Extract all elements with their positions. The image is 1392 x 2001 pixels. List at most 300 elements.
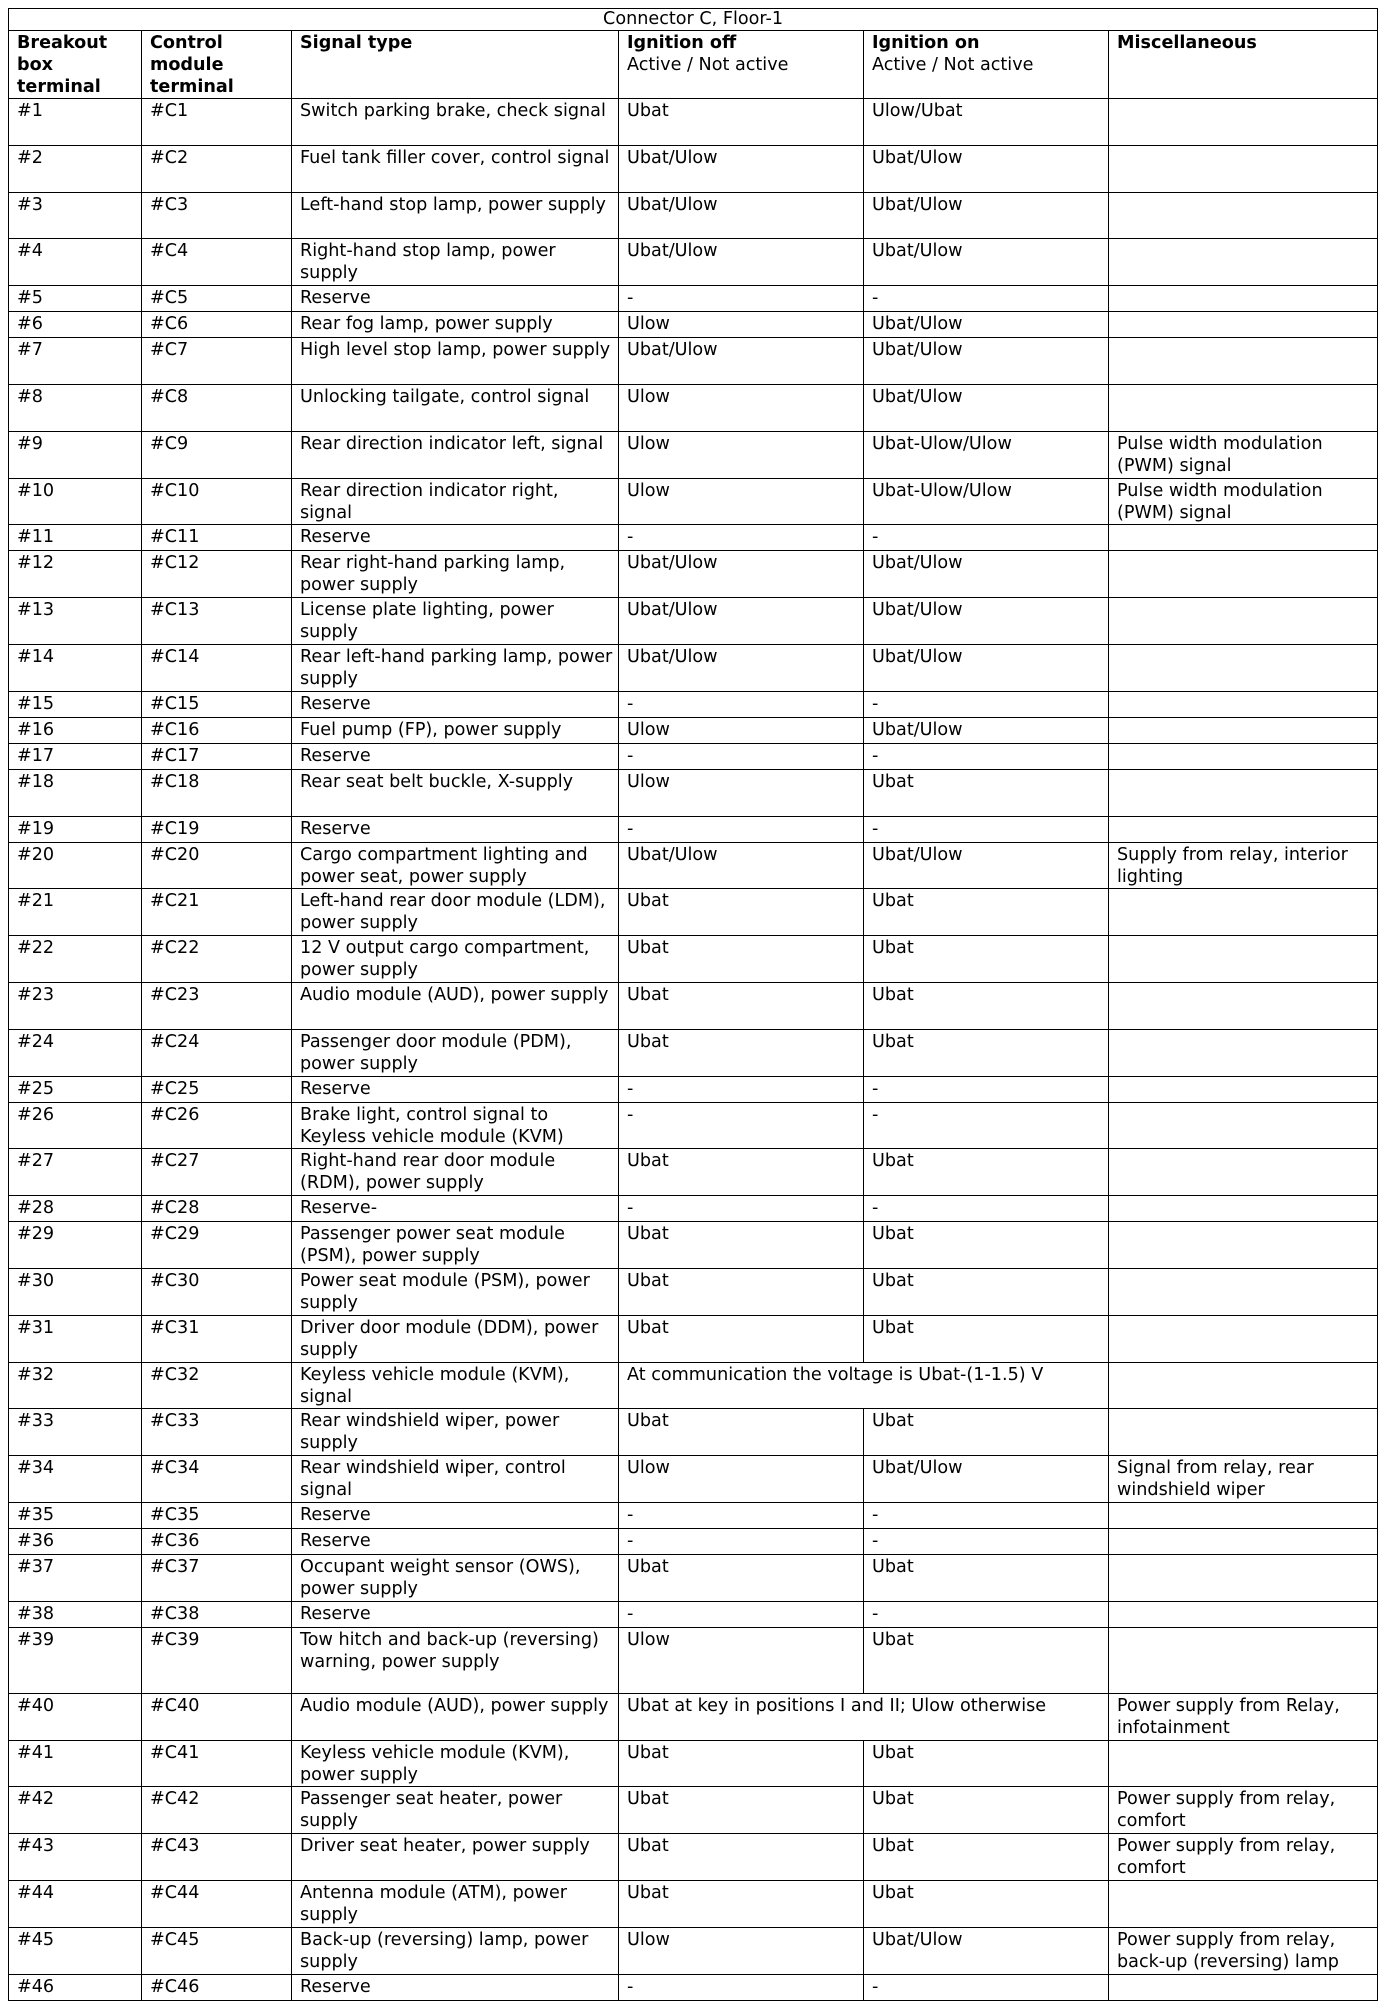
breakout-terminal-cell: #39 <box>9 1627 142 1693</box>
ignition-on-cell: - <box>864 1502 1109 1528</box>
ignition-off-cell: Ubat <box>619 889 864 936</box>
ignition-off-cell: Ubat/Ulow <box>619 145 864 192</box>
miscellaneous-cell <box>1109 286 1378 312</box>
breakout-terminal-cell: #34 <box>9 1456 142 1503</box>
table-row <box>9 1222 1378 1269</box>
ignition-on-cell: Ubat <box>864 1315 1109 1362</box>
ignition-on-cell: Ubat <box>864 1554 1109 1601</box>
breakout-terminal-cell: #13 <box>9 598 142 645</box>
control-terminal-cell: #C32 <box>142 1362 292 1409</box>
signal-type-cell: Reserve- <box>292 1196 619 1222</box>
table-row <box>9 1362 1378 1409</box>
control-terminal-cell: #C19 <box>142 816 292 842</box>
miscellaneous-cell <box>1109 1880 1378 1927</box>
table-row <box>9 99 1378 146</box>
ignition-off-cell: Ulow <box>619 312 864 338</box>
ignition-on-cell: Ubat <box>864 936 1109 983</box>
miscellaneous-cell <box>1109 1528 1378 1554</box>
table-row <box>9 1787 1378 1834</box>
ignition-on-cell: - <box>864 743 1109 769</box>
control-terminal-cell: #C40 <box>142 1693 292 1740</box>
breakout-terminal-cell: #18 <box>9 769 142 816</box>
breakout-terminal-cell: #44 <box>9 1880 142 1927</box>
table-row <box>9 936 1378 983</box>
control-terminal-cell: #C2 <box>142 145 292 192</box>
signal-type-cell: Rear right-hand parking lamp, power supply <box>292 551 619 598</box>
miscellaneous-cell <box>1109 743 1378 769</box>
signal-type-cell: Reserve <box>292 1502 619 1528</box>
table-row <box>9 816 1378 842</box>
control-terminal-cell: #C4 <box>142 239 292 286</box>
ignition-on-cell: Ubat <box>864 769 1109 816</box>
signal-type-cell: Audio module (AUD), power supply <box>292 982 619 1029</box>
breakout-terminal-cell: #23 <box>9 982 142 1029</box>
signal-type-cell: Right-hand rear door module (RDM), power supply <box>292 1149 619 1196</box>
table-row <box>9 384 1378 431</box>
ignition-on-cell: - <box>864 1196 1109 1222</box>
ignition-on-cell: Ubat/Ulow <box>864 384 1109 431</box>
miscellaneous-cell <box>1109 1102 1378 1149</box>
breakout-terminal-cell: #36 <box>9 1528 142 1554</box>
connector-table-sheet <box>8 8 1377 2001</box>
signal-type-cell: Fuel tank filler cover, control signal <box>292 145 619 192</box>
signal-type-cell: Reserve <box>292 286 619 312</box>
ignition-on-cell: - <box>864 525 1109 551</box>
breakout-terminal-cell: #19 <box>9 816 142 842</box>
ignition-on-cell: - <box>864 1528 1109 1554</box>
miscellaneous-cell <box>1109 99 1378 146</box>
breakout-terminal-cell: #30 <box>9 1268 142 1315</box>
signal-type-cell: Reserve <box>292 1974 619 2000</box>
ignition-off-cell: - <box>619 1502 864 1528</box>
miscellaneous-cell <box>1109 1315 1378 1362</box>
signal-type-cell: Antenna module (ATM), power supply <box>292 1880 619 1927</box>
miscellaneous-cell <box>1109 192 1378 239</box>
control-terminal-cell: #C26 <box>142 1102 292 1149</box>
signal-type-cell: Passenger door module (PDM), power supply <box>292 1029 619 1076</box>
ignition-on-cell: Ubat/Ulow <box>864 312 1109 338</box>
miscellaneous-cell: Power supply from relay, comfort <box>1109 1787 1378 1834</box>
ignition-on-cell: - <box>864 1601 1109 1627</box>
header-miscellaneous <box>1109 31 1378 99</box>
signal-type-cell: Back-up (reversing) lamp, power supply <box>292 1927 619 1974</box>
signal-type-cell: Tow hitch and back-up (reversing) warning, power supply <box>292 1627 619 1693</box>
miscellaneous-cell <box>1109 889 1378 936</box>
signal-type-cell: License plate lighting, power supply <box>292 598 619 645</box>
breakout-terminal-cell: #31 <box>9 1315 142 1362</box>
ignition-on-cell: Ubat/Ulow <box>864 551 1109 598</box>
miscellaneous-cell <box>1109 769 1378 816</box>
breakout-terminal-cell: #17 <box>9 743 142 769</box>
signal-type-cell: Passenger power seat module (PSM), power supply <box>292 1222 619 1269</box>
ignition-on-cell: Ubat <box>864 1149 1109 1196</box>
table-row <box>9 598 1378 645</box>
table-row <box>9 145 1378 192</box>
breakout-terminal-cell: #16 <box>9 717 142 743</box>
control-terminal-cell: #C18 <box>142 769 292 816</box>
ignition-on-cell: - <box>864 1974 1109 2000</box>
breakout-terminal-cell: #20 <box>9 842 142 889</box>
table-row <box>9 691 1378 717</box>
breakout-terminal-cell: #14 <box>9 644 142 691</box>
miscellaneous-cell: Power supply from Relay, infotainment <box>1109 1693 1378 1740</box>
breakout-terminal-cell: #21 <box>9 889 142 936</box>
ignition-on-cell: Ubat/Ulow <box>864 717 1109 743</box>
miscellaneous-cell: Power supply from relay, back-up (reversing) lamp <box>1109 1927 1378 1974</box>
miscellaneous-cell <box>1109 312 1378 338</box>
control-terminal-cell: #C14 <box>142 644 292 691</box>
breakout-terminal-cell: #41 <box>9 1740 142 1787</box>
control-terminal-cell: #C13 <box>142 598 292 645</box>
ignition-off-cell: Ulow <box>619 431 864 478</box>
table-row <box>9 1627 1378 1693</box>
signal-type-cell: Reserve <box>292 1601 619 1627</box>
miscellaneous-cell: Pulse width modulation (PWM) signal <box>1109 478 1378 525</box>
ignition-on-cell: Ubat <box>864 1834 1109 1881</box>
ignition-off-cell: Ubat <box>619 99 864 146</box>
table-row <box>9 1315 1378 1362</box>
miscellaneous-cell <box>1109 982 1378 1029</box>
ignition-off-cell: - <box>619 1076 864 1102</box>
control-terminal-cell: #C17 <box>142 743 292 769</box>
ignition-on-cell: Ubat/Ulow <box>864 192 1109 239</box>
control-terminal-cell: #C34 <box>142 1456 292 1503</box>
table-row <box>9 1076 1378 1102</box>
breakout-terminal-cell: #42 <box>9 1787 142 1834</box>
control-terminal-cell: #C15 <box>142 691 292 717</box>
ignition-off-cell: Ubat <box>619 1880 864 1927</box>
breakout-terminal-cell: #46 <box>9 1974 142 2000</box>
header-ignition-off <box>619 31 864 99</box>
table-row <box>9 1149 1378 1196</box>
table-row <box>9 644 1378 691</box>
signal-type-cell: Driver seat heater, power supply <box>292 1834 619 1881</box>
ignition-off-cell: Ubat/Ulow <box>619 842 864 889</box>
header-control-label: Control module terminal <box>150 33 234 97</box>
breakout-terminal-cell: #15 <box>9 691 142 717</box>
ignition-off-cell: Ubat/Ulow <box>619 192 864 239</box>
signal-type-cell: Switch parking brake, check signal <box>292 99 619 146</box>
miscellaneous-cell <box>1109 1554 1378 1601</box>
control-terminal-cell: #C33 <box>142 1409 292 1456</box>
header-signal-type <box>292 31 619 99</box>
ignition-off-cell: - <box>619 816 864 842</box>
signal-type-cell: Left-hand stop lamp, power supply <box>292 192 619 239</box>
signal-type-cell: Left-hand rear door module (LDM), power supply <box>292 889 619 936</box>
miscellaneous-cell: Signal from relay, rear windshield wiper <box>1109 1456 1378 1503</box>
signal-type-cell: High level stop lamp, power supply <box>292 338 619 385</box>
breakout-terminal-cell: #11 <box>9 525 142 551</box>
miscellaneous-cell <box>1109 1076 1378 1102</box>
signal-type-cell: Rear direction indicator right, signal <box>292 478 619 525</box>
table-row <box>9 743 1378 769</box>
control-terminal-cell: #C30 <box>142 1268 292 1315</box>
signal-type-cell: Rear left-hand parking lamp, power supply <box>292 644 619 691</box>
breakout-terminal-cell: #26 <box>9 1102 142 1149</box>
ignition-off-cell: - <box>619 1974 864 2000</box>
miscellaneous-cell <box>1109 384 1378 431</box>
control-terminal-cell: #C25 <box>142 1076 292 1102</box>
ignition-off-cell: - <box>619 525 864 551</box>
control-terminal-cell: #C9 <box>142 431 292 478</box>
breakout-terminal-cell: #38 <box>9 1601 142 1627</box>
breakout-terminal-cell: #7 <box>9 338 142 385</box>
ignition-off-cell: - <box>619 1528 864 1554</box>
header-ignition-off-sub: Active / Not active <box>627 55 789 75</box>
miscellaneous-cell <box>1109 1740 1378 1787</box>
breakout-terminal-cell: #28 <box>9 1196 142 1222</box>
control-terminal-cell: #C27 <box>142 1149 292 1196</box>
signal-type-cell: Cargo compartment lighting and power seat, power supply <box>292 842 619 889</box>
ignition-on-cell: - <box>864 816 1109 842</box>
ignition-off-cell: - <box>619 1601 864 1627</box>
control-terminal-cell: #C16 <box>142 717 292 743</box>
signal-type-cell: Reserve <box>292 691 619 717</box>
ignition-off-cell: - <box>619 691 864 717</box>
table-row <box>9 1528 1378 1554</box>
breakout-terminal-cell: #37 <box>9 1554 142 1601</box>
header-breakout-label: Breakout box terminal <box>17 33 108 97</box>
ignition-on-cell: Ubat <box>864 1029 1109 1076</box>
ignition-on-cell: Ubat <box>864 982 1109 1029</box>
control-terminal-cell: #C29 <box>142 1222 292 1269</box>
ignition-off-cell: - <box>619 286 864 312</box>
ignition-on-cell: Ubat-Ulow/Ulow <box>864 478 1109 525</box>
table-row <box>9 286 1378 312</box>
table-row <box>9 1502 1378 1528</box>
breakout-terminal-cell: #25 <box>9 1076 142 1102</box>
signal-type-cell: Keyless vehicle module (KVM), signal <box>292 1362 619 1409</box>
table-row <box>9 1409 1378 1456</box>
control-terminal-cell: #C38 <box>142 1601 292 1627</box>
control-terminal-cell: #C42 <box>142 1787 292 1834</box>
ignition-off-cell: Ubat/Ulow <box>619 551 864 598</box>
control-terminal-cell: #C5 <box>142 286 292 312</box>
ignition-on-cell: Ulow/Ubat <box>864 99 1109 146</box>
ignition-off-cell: Ubat <box>619 1149 864 1196</box>
header-ignition-on-title: Ignition on <box>872 33 980 53</box>
breakout-terminal-cell: #6 <box>9 312 142 338</box>
miscellaneous-cell <box>1109 1196 1378 1222</box>
miscellaneous-cell: Pulse width modulation (PWM) signal <box>1109 431 1378 478</box>
table-row <box>9 1268 1378 1315</box>
breakout-terminal-cell: #27 <box>9 1149 142 1196</box>
signal-type-cell: 12 V output cargo compartment, power supply <box>292 936 619 983</box>
header-ignition-on-sub: Active / Not active <box>872 55 1034 75</box>
miscellaneous-cell <box>1109 1222 1378 1269</box>
miscellaneous-cell <box>1109 691 1378 717</box>
ignition-off-cell: Ubat <box>619 1740 864 1787</box>
ignition-off-cell: Ubat <box>619 1315 864 1362</box>
table-row <box>9 842 1378 889</box>
ignition-off-cell: Ubat <box>619 1787 864 1834</box>
table-caption: Connector C, Floor-1 <box>9 9 1378 31</box>
table-row <box>9 717 1378 743</box>
ignition-off-cell: Ulow <box>619 384 864 431</box>
ignition-off-cell: - <box>619 743 864 769</box>
ignition-off-cell: Ubat <box>619 936 864 983</box>
control-terminal-cell: #C22 <box>142 936 292 983</box>
miscellaneous-cell <box>1109 1362 1378 1409</box>
table-row <box>9 1834 1378 1881</box>
breakout-terminal-cell: #3 <box>9 192 142 239</box>
ignition-on-cell: Ubat <box>864 1268 1109 1315</box>
miscellaneous-cell <box>1109 1974 1378 2000</box>
breakout-terminal-cell: #43 <box>9 1834 142 1881</box>
ignition-on-cell: Ubat/Ulow <box>864 239 1109 286</box>
breakout-terminal-cell: #4 <box>9 239 142 286</box>
control-terminal-cell: #C11 <box>142 525 292 551</box>
ignition-off-cell: Ubat <box>619 982 864 1029</box>
signal-type-cell: Keyless vehicle module (KVM), power supply <box>292 1740 619 1787</box>
miscellaneous-cell: Supply from relay, interior lighting <box>1109 842 1378 889</box>
signal-type-cell: Reserve <box>292 743 619 769</box>
ignition-off-cell: Ulow <box>619 478 864 525</box>
ignition-on-cell: - <box>864 286 1109 312</box>
table-body <box>9 99 1378 2001</box>
signal-type-cell: Power seat module (PSM), power supply <box>292 1268 619 1315</box>
breakout-terminal-cell: #45 <box>9 1927 142 1974</box>
table-row <box>9 1554 1378 1601</box>
ignition-off-cell: Ubat <box>619 1554 864 1601</box>
miscellaneous-cell <box>1109 598 1378 645</box>
miscellaneous-cell <box>1109 1149 1378 1196</box>
table-row <box>9 1456 1378 1503</box>
miscellaneous-cell: Power supply from relay, comfort <box>1109 1834 1378 1881</box>
control-terminal-cell: #C12 <box>142 551 292 598</box>
signal-type-cell: Right-hand stop lamp, power supply <box>292 239 619 286</box>
breakout-terminal-cell: #5 <box>9 286 142 312</box>
miscellaneous-cell <box>1109 644 1378 691</box>
control-terminal-cell: #C41 <box>142 1740 292 1787</box>
miscellaneous-cell <box>1109 936 1378 983</box>
ignition-on-cell: Ubat <box>864 1627 1109 1693</box>
table-row <box>9 525 1378 551</box>
miscellaneous-cell <box>1109 816 1378 842</box>
miscellaneous-cell <box>1109 239 1378 286</box>
breakout-terminal-cell: #33 <box>9 1409 142 1456</box>
table-row <box>9 1740 1378 1787</box>
table-row <box>9 889 1378 936</box>
table-row <box>9 1880 1378 1927</box>
table-row <box>9 1029 1378 1076</box>
signal-type-cell: Rear windshield wiper, power supply <box>292 1409 619 1456</box>
miscellaneous-cell <box>1109 145 1378 192</box>
ignition-on-cell: Ubat <box>864 1787 1109 1834</box>
miscellaneous-cell <box>1109 525 1378 551</box>
table-row <box>9 982 1378 1029</box>
ignition-combined-cell: At communication the voltage is Ubat-(1-1.5) V <box>619 1362 1109 1409</box>
ignition-on-cell: - <box>864 691 1109 717</box>
control-terminal-cell: #C3 <box>142 192 292 239</box>
control-terminal-cell: #C21 <box>142 889 292 936</box>
ignition-combined-cell: Ubat at key in positions I and II; Ulow otherwise <box>619 1693 1109 1740</box>
ignition-off-cell: Ulow <box>619 769 864 816</box>
breakout-terminal-cell: #12 <box>9 551 142 598</box>
signal-type-cell: Audio module (AUD), power supply <box>292 1693 619 1740</box>
table-row <box>9 312 1378 338</box>
signal-type-cell: Reserve <box>292 525 619 551</box>
table-row <box>9 1601 1378 1627</box>
header-row <box>9 31 1378 99</box>
table-row <box>9 1693 1378 1740</box>
breakout-terminal-cell: #35 <box>9 1502 142 1528</box>
breakout-terminal-cell: #1 <box>9 99 142 146</box>
ignition-off-cell: Ulow <box>619 717 864 743</box>
ignition-off-cell: Ubat/Ulow <box>619 239 864 286</box>
ignition-on-cell: - <box>864 1102 1109 1149</box>
ignition-on-cell: Ubat <box>864 1880 1109 1927</box>
miscellaneous-cell <box>1109 1601 1378 1627</box>
control-terminal-cell: #C7 <box>142 338 292 385</box>
miscellaneous-cell <box>1109 717 1378 743</box>
ignition-on-cell: Ubat <box>864 889 1109 936</box>
table-row <box>9 769 1378 816</box>
ignition-on-cell: Ubat/Ulow <box>864 644 1109 691</box>
miscellaneous-cell <box>1109 551 1378 598</box>
control-terminal-cell: #C20 <box>142 842 292 889</box>
connector-c-table <box>8 8 1378 2001</box>
table-row <box>9 338 1378 385</box>
miscellaneous-cell <box>1109 1029 1378 1076</box>
header-control-terminal <box>142 31 292 99</box>
control-terminal-cell: #C46 <box>142 1974 292 2000</box>
control-terminal-cell: #C36 <box>142 1528 292 1554</box>
signal-type-cell: Brake light, control signal to Keyless vehicle module (KVM) <box>292 1102 619 1149</box>
control-terminal-cell: #C35 <box>142 1502 292 1528</box>
ignition-off-cell: Ubat/Ulow <box>619 598 864 645</box>
control-terminal-cell: #C31 <box>142 1315 292 1362</box>
control-terminal-cell: #C37 <box>142 1554 292 1601</box>
ignition-off-cell: - <box>619 1102 864 1149</box>
breakout-terminal-cell: #24 <box>9 1029 142 1076</box>
breakout-terminal-cell: #32 <box>9 1362 142 1409</box>
ignition-on-cell: Ubat-Ulow/Ulow <box>864 431 1109 478</box>
control-terminal-cell: #C1 <box>142 99 292 146</box>
signal-type-cell: Rear fog lamp, power supply <box>292 312 619 338</box>
signal-type-cell: Reserve <box>292 1528 619 1554</box>
control-terminal-cell: #C8 <box>142 384 292 431</box>
control-terminal-cell: #C23 <box>142 982 292 1029</box>
table-row <box>9 551 1378 598</box>
control-terminal-cell: #C43 <box>142 1834 292 1881</box>
signal-type-cell: Reserve <box>292 1076 619 1102</box>
table-row <box>9 1927 1378 1974</box>
header-ignition-off-title: Ignition off <box>627 33 737 53</box>
ignition-off-cell: Ubat/Ulow <box>619 338 864 385</box>
ignition-on-cell: Ubat <box>864 1740 1109 1787</box>
breakout-terminal-cell: #9 <box>9 431 142 478</box>
ignition-off-cell: Ubat <box>619 1222 864 1269</box>
ignition-off-cell: Ulow <box>619 1627 864 1693</box>
miscellaneous-cell <box>1109 1502 1378 1528</box>
signal-type-cell: Rear direction indicator left, signal <box>292 431 619 478</box>
table-row <box>9 1196 1378 1222</box>
signal-type-cell: Driver door module (DDM), power supply <box>292 1315 619 1362</box>
ignition-on-cell: Ubat/Ulow <box>864 1927 1109 1974</box>
header-breakout-terminal <box>9 31 142 99</box>
table-row <box>9 1974 1378 2000</box>
ignition-off-cell: Ulow <box>619 1927 864 1974</box>
miscellaneous-cell <box>1109 1627 1378 1693</box>
breakout-terminal-cell: #40 <box>9 1693 142 1740</box>
table-row <box>9 431 1378 478</box>
ignition-off-cell: Ubat <box>619 1834 864 1881</box>
ignition-on-cell: Ubat/Ulow <box>864 1456 1109 1503</box>
breakout-terminal-cell: #29 <box>9 1222 142 1269</box>
signal-type-cell: Rear seat belt buckle, X-supply <box>292 769 619 816</box>
table-row <box>9 478 1378 525</box>
